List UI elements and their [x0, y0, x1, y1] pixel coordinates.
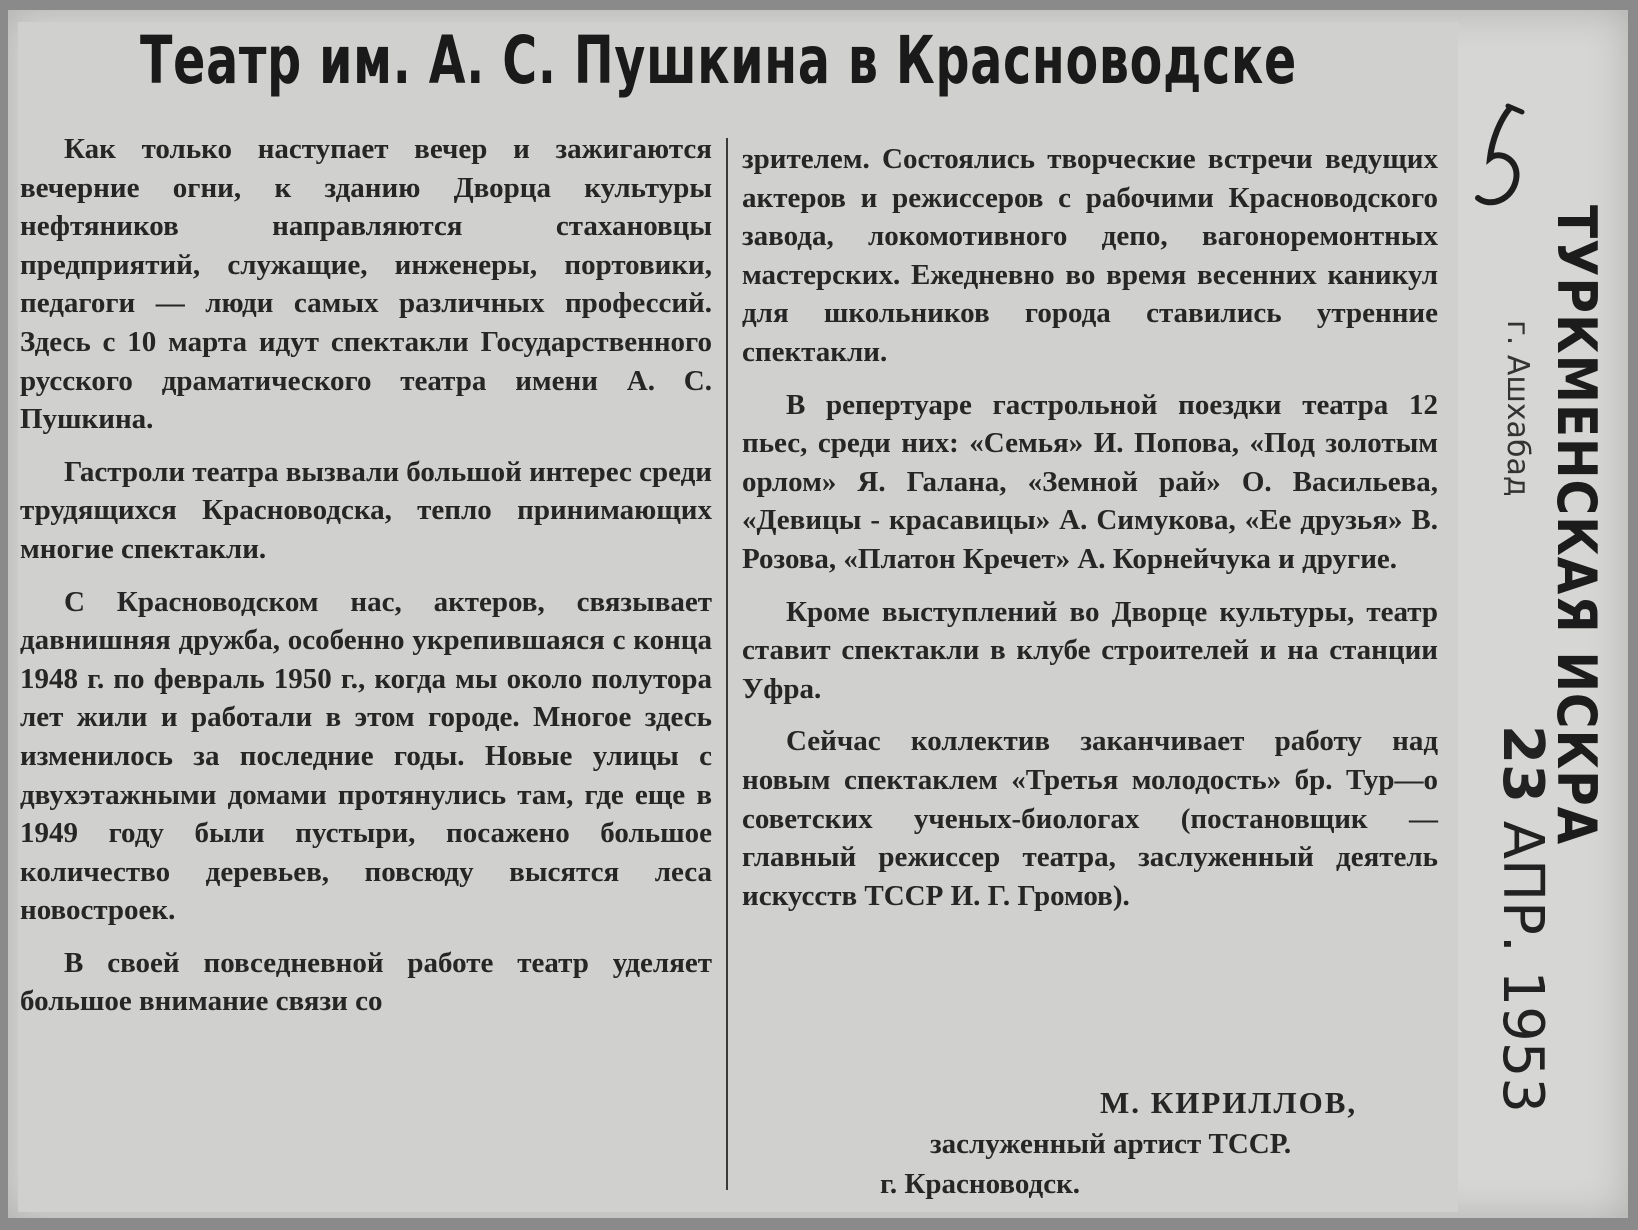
article-headline: Театр им. А. С. Пушкина в Красноводске — [140, 22, 1297, 99]
left-paragraph-2: Гастроли театра вызвали большой интерес среди трудящихся Красноводска, тепло принимающих многие спектакли. — [20, 455, 712, 565]
stamp-date — [1490, 725, 1555, 1113]
author-name: М. КИРИЛЛОВ, — [1100, 1085, 1358, 1120]
right-paragraph-3: Кроме выступлений во Дворце культуры, театр ставит спектакли в клубе строителей и на станции Уфра. — [742, 595, 1438, 705]
right-paragraph-2: В репертуаре гастрольной поездки театра 12 пьес, среди них: «Семья» И. Попова, «Под золотым орлом» Я. Галана, «Земной рай» О. Васильева, «Девицы - красавицы» А. Симукова, «Ее друзья» В. Розова, «Платон Кречет» А. Корнейчука и другие. — [742, 388, 1438, 575]
newspaper-name: ТУРКМЕНСКАЯ ИСКРА — [1545, 205, 1608, 846]
left-column — [20, 130, 712, 1035]
author-title: заслуженный артист ТССР. — [930, 1128, 1292, 1160]
right-paragraph-4: Сейчас коллектив заканчивает работу над новым спектаклем «Третья молодость» бр. Тур—о советских ученых-биологах (постановщик — главный режиссер театра, заслуженный деятель искусств ТССР И. Г. Громов). — [742, 725, 1438, 912]
stamp-day: 23 — [1490, 725, 1555, 803]
stamp-month-year: АПР. 1953 — [1490, 820, 1555, 1114]
left-paragraph-3: С Красноводском нас, актеров, связывает давнишняя дружба, особенно укрепившаяся с конца 1948 г. по февраль 1950 г., когда мы около полутора лет жили и работали в этом городе. Многое здесь изменилось за последние годы. Новые улицы с двухэтажными домами протянулись там, где еще в 1949 году были пустыри, посажено большое количество деревьев, повсюду высятся леса новостроек. — [20, 585, 712, 927]
right-column — [742, 140, 1438, 929]
column-divider — [726, 138, 728, 1190]
right-paragraph-1: зрителем. Состоялись творческие встречи ведущих актеров и режиссеров с рабочими Красноводского завода, локомотивного депо, вагоноремонтных мастерских. Ежедневно во время весенних каникул для школьников города ставились утренние спектакли. — [742, 143, 1438, 368]
handwritten-mark-icon — [1470, 100, 1530, 220]
author-city: г. Красноводск. — [880, 1168, 1081, 1200]
left-paragraph-1: Как только наступает вечер и зажигаются вечерние огни, к зданию Дворца культуры нефтяников направляются стахановцы предприятий, служащие, инженеры, портовики, педагоги — люди самых различных профессий. Здесь с 10 марта идут спектакли Государственного русского драматического театра имени А. С. Пушкина. — [20, 133, 712, 436]
newspaper-city: г. Ашхабад — [1500, 320, 1535, 497]
left-paragraph-4: В своей повседневной работе театр уделяет большое внимание связи со — [20, 946, 712, 1018]
